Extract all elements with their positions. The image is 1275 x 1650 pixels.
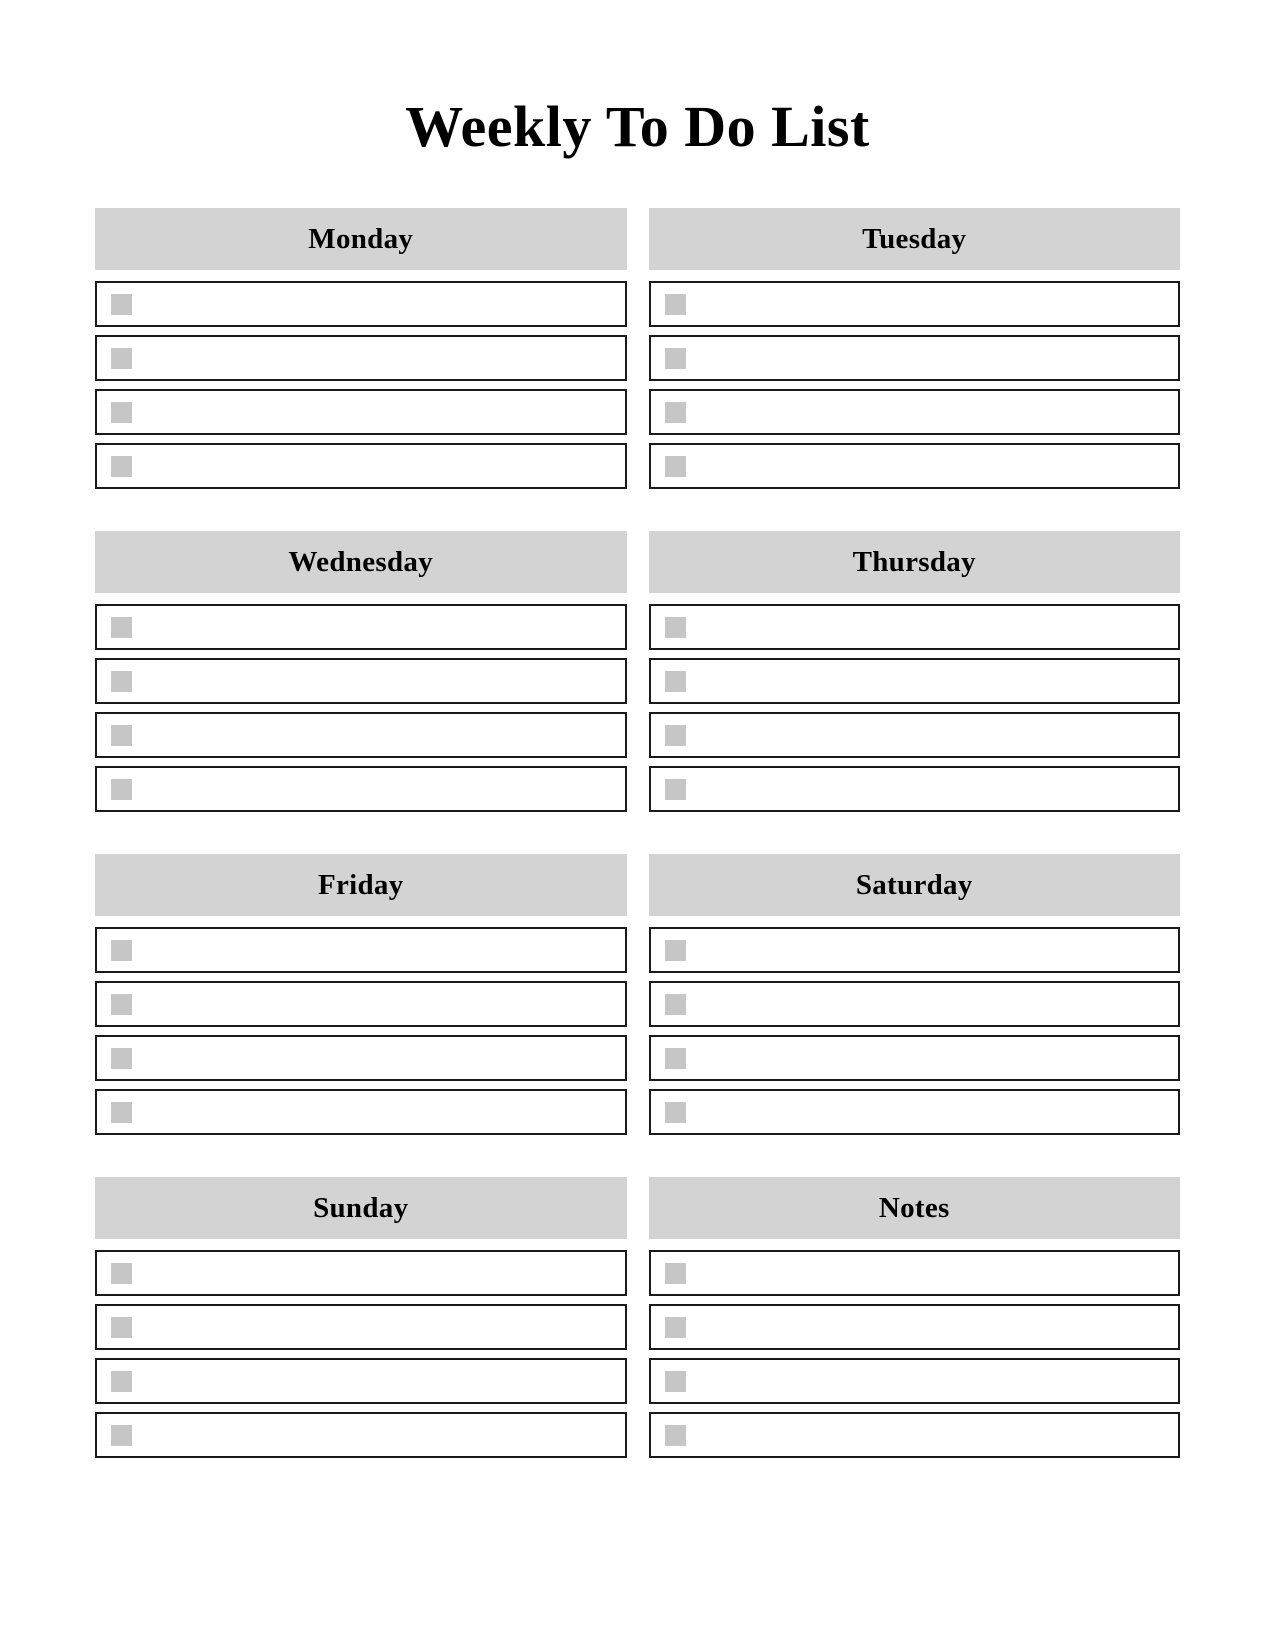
task-row[interactable] xyxy=(649,443,1181,489)
section-wednesday xyxy=(95,531,627,812)
task-row[interactable] xyxy=(95,443,627,489)
checkbox-icon[interactable] xyxy=(665,1317,686,1338)
task-row[interactable] xyxy=(649,335,1181,381)
section-rows-saturday xyxy=(649,927,1181,1135)
section-notes xyxy=(649,1177,1181,1458)
task-row[interactable] xyxy=(95,389,627,435)
task-row[interactable] xyxy=(95,658,627,704)
section-rows-monday xyxy=(95,281,627,489)
task-row[interactable] xyxy=(95,1358,627,1404)
task-row[interactable] xyxy=(649,1358,1181,1404)
checkbox-icon[interactable] xyxy=(665,1102,686,1123)
task-row[interactable] xyxy=(95,927,627,973)
section-label: Saturday xyxy=(855,868,973,901)
task-row[interactable] xyxy=(95,1304,627,1350)
task-row[interactable] xyxy=(95,1412,627,1458)
section-label: Thursday xyxy=(852,545,976,578)
task-row[interactable] xyxy=(649,981,1181,1027)
task-row[interactable] xyxy=(95,712,627,758)
task-row[interactable] xyxy=(95,281,627,327)
checkbox-icon[interactable] xyxy=(665,1371,686,1392)
section-header-sunday xyxy=(95,1177,627,1239)
section-monday xyxy=(95,208,627,489)
checkbox-icon[interactable] xyxy=(111,1102,132,1123)
task-row[interactable] xyxy=(649,604,1181,650)
section-label: Monday xyxy=(308,222,414,255)
task-row[interactable] xyxy=(95,1035,627,1081)
checkbox-icon[interactable] xyxy=(111,779,132,800)
task-row[interactable] xyxy=(95,604,627,650)
section-header-monday xyxy=(95,208,627,270)
checkbox-icon[interactable] xyxy=(665,779,686,800)
section-rows-thursday xyxy=(649,604,1181,812)
section-sunday xyxy=(95,1177,627,1458)
checkbox-icon[interactable] xyxy=(665,1048,686,1069)
sections-grid xyxy=(0,208,1275,1500)
task-row[interactable] xyxy=(649,1412,1181,1458)
checkbox-icon[interactable] xyxy=(665,1425,686,1446)
checkbox-icon[interactable] xyxy=(665,348,686,369)
task-row[interactable] xyxy=(95,981,627,1027)
task-row[interactable] xyxy=(649,766,1181,812)
checkbox-icon[interactable] xyxy=(111,1263,132,1284)
task-row[interactable] xyxy=(95,1089,627,1135)
section-label: Sunday xyxy=(313,1191,409,1224)
checkbox-icon[interactable] xyxy=(111,402,132,423)
checkbox-icon[interactable] xyxy=(111,994,132,1015)
section-header-friday xyxy=(95,854,627,916)
section-label: Notes xyxy=(878,1191,950,1224)
section-label: Friday xyxy=(317,868,404,901)
checkbox-icon[interactable] xyxy=(111,725,132,746)
section-friday xyxy=(95,854,627,1135)
task-row[interactable] xyxy=(649,712,1181,758)
task-row[interactable] xyxy=(95,766,627,812)
section-label: Wednesday xyxy=(288,545,433,578)
task-row[interactable] xyxy=(649,1250,1181,1296)
task-row[interactable] xyxy=(95,335,627,381)
checkbox-icon[interactable] xyxy=(111,348,132,369)
task-row[interactable] xyxy=(649,281,1181,327)
checkbox-icon[interactable] xyxy=(111,1371,132,1392)
checkbox-icon[interactable] xyxy=(665,402,686,423)
checkbox-icon[interactable] xyxy=(665,456,686,477)
checkbox-icon[interactable] xyxy=(665,725,686,746)
section-header-saturday xyxy=(649,854,1181,916)
checkbox-icon[interactable] xyxy=(111,671,132,692)
checkbox-icon[interactable] xyxy=(111,617,132,638)
checkbox-icon[interactable] xyxy=(111,1317,132,1338)
section-rows-wednesday xyxy=(95,604,627,812)
task-row[interactable] xyxy=(95,1250,627,1296)
section-header-notes xyxy=(649,1177,1181,1239)
section-tuesday xyxy=(649,208,1181,489)
checkbox-icon[interactable] xyxy=(111,940,132,961)
section-thursday xyxy=(649,531,1181,812)
task-row[interactable] xyxy=(649,1035,1181,1081)
checkbox-icon[interactable] xyxy=(111,1425,132,1446)
section-rows-notes xyxy=(649,1250,1181,1458)
section-header-wednesday xyxy=(95,531,627,593)
checkbox-icon[interactable] xyxy=(111,294,132,315)
checkbox-icon[interactable] xyxy=(665,617,686,638)
section-saturday xyxy=(649,854,1181,1135)
task-row[interactable] xyxy=(649,1304,1181,1350)
task-row[interactable] xyxy=(649,927,1181,973)
page-title: Weekly To Do List xyxy=(405,94,870,159)
checkbox-icon[interactable] xyxy=(111,456,132,477)
task-row[interactable] xyxy=(649,1089,1181,1135)
checkbox-icon[interactable] xyxy=(665,994,686,1015)
checkbox-icon[interactable] xyxy=(665,1263,686,1284)
section-rows-friday xyxy=(95,927,627,1135)
checkbox-icon[interactable] xyxy=(665,294,686,315)
section-rows-sunday xyxy=(95,1250,627,1458)
section-rows-tuesday xyxy=(649,281,1181,489)
checkbox-icon[interactable] xyxy=(111,1048,132,1069)
section-label: Tuesday xyxy=(862,222,967,255)
task-row[interactable] xyxy=(649,658,1181,704)
checkbox-icon[interactable] xyxy=(665,940,686,961)
checkbox-icon[interactable] xyxy=(665,671,686,692)
section-header-thursday xyxy=(649,531,1181,593)
section-header-tuesday xyxy=(649,208,1181,270)
task-row[interactable] xyxy=(649,389,1181,435)
